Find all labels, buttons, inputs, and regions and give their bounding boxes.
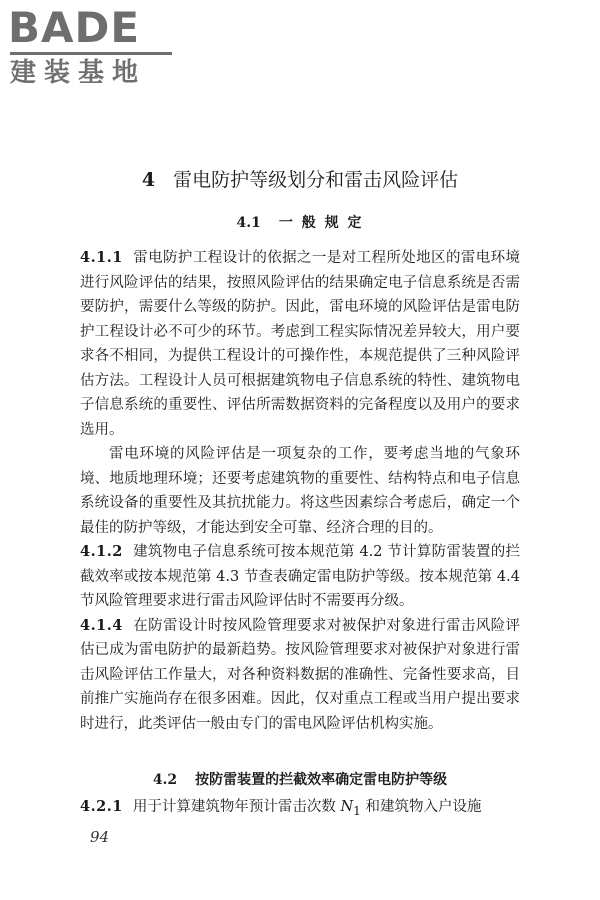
clause-number: 4.1.1 [80, 249, 123, 266]
clause-text-after: 和建筑物入户设施 [360, 799, 482, 815]
symbol-n: N [340, 799, 354, 815]
clause-text: 雷电防护工程设计的依据之一是对工程所处地区的雷电环境进行风险评估的结果，按照风险评估的结果确定电子信息系统是否需要防护，需要什么等级的防护。因此，雷电环境的风险评估是雷电防护工程设计必不可少的环节。考虑到工程实际情况差异较大，用户要求各不相同，为提供工程设计的可操作性，本规范提供了三种风险评估方法。工程设计人员可根据建筑物电子信息系统的特性、建筑物电子信息系统的重要性、评估所需数据资料的完备程度以及用户的要求选用。 [80, 250, 520, 438]
chapter-title [0, 168, 600, 192]
logo-brand: BADE [8, 3, 141, 52]
clause-number: 4.1.2 [80, 543, 123, 560]
clause-4-1-1-continued [80, 442, 520, 540]
section-title-4-1 [0, 213, 600, 233]
section-title-text: 一 般 规 定 [278, 215, 364, 231]
logo-subtitle: 建装基地 [10, 58, 147, 88]
clause-4-1-4 [80, 614, 520, 737]
clause-number: 4.1.4 [80, 616, 123, 634]
section-title-4-2 [0, 770, 600, 790]
chapter-title-text: 雷电防护等级划分和雷击风险评估 [173, 169, 459, 191]
clause-4-2-1 [80, 795, 520, 823]
symbol-subscript: 1 [353, 803, 361, 818]
clause-number: 4.2.1 [80, 798, 123, 815]
logo-divider [10, 52, 172, 55]
body-text [80, 246, 520, 736]
section-title-text: 按防雷装置的拦截效率确定雷电防护等级 [195, 772, 448, 788]
page-number: 94 [90, 828, 110, 846]
clause-4-1-1 [80, 246, 520, 442]
bade-logo [8, 3, 178, 90]
section-number: 4.1 [236, 215, 261, 231]
section-number: 4.2 [152, 772, 178, 788]
clause-text: 在防雷设计时按风险管理要求对被保护对象进行雷击风险评估已成为雷电防护的最新趋势。按风险管理要求对被保护对象进行雷击风险评估工作量大，对各种资料数据的准确性、完备性要求高，目前推广实施尚存在很多困难。因此，仅对重点工程或当用户提出要求时进行，此类评估一般由专门的雷电风险评估机构实施。 [80, 617, 520, 732]
clause-text: 建筑物电子信息系统可按本规范第 4.2 节计算防雷装置的拦截效率或按本规范第 4.3 节查表确定雷电防护等级。按本规范第 4.4 节风险管理要求进行雷击风险评估时不需要再分级。 [80, 544, 520, 609]
chapter-number: 4 [141, 169, 156, 191]
clause-text: 雷电环境的风险评估是一项复杂的工作，要考虑当地的气象环境、地质地理环境；还要考虑建筑物的重要性、结构特点和电子信息系统设备的重要性及其抗扰能力。将这些因素综合考虑后，确定一个最佳的防护等级，才能达到安全可靠、经济合理的目的。 [80, 446, 520, 536]
clause-text-before: 用于计算建筑物年预计雷击次数 [132, 799, 341, 815]
clause-4-1-2 [80, 540, 520, 614]
